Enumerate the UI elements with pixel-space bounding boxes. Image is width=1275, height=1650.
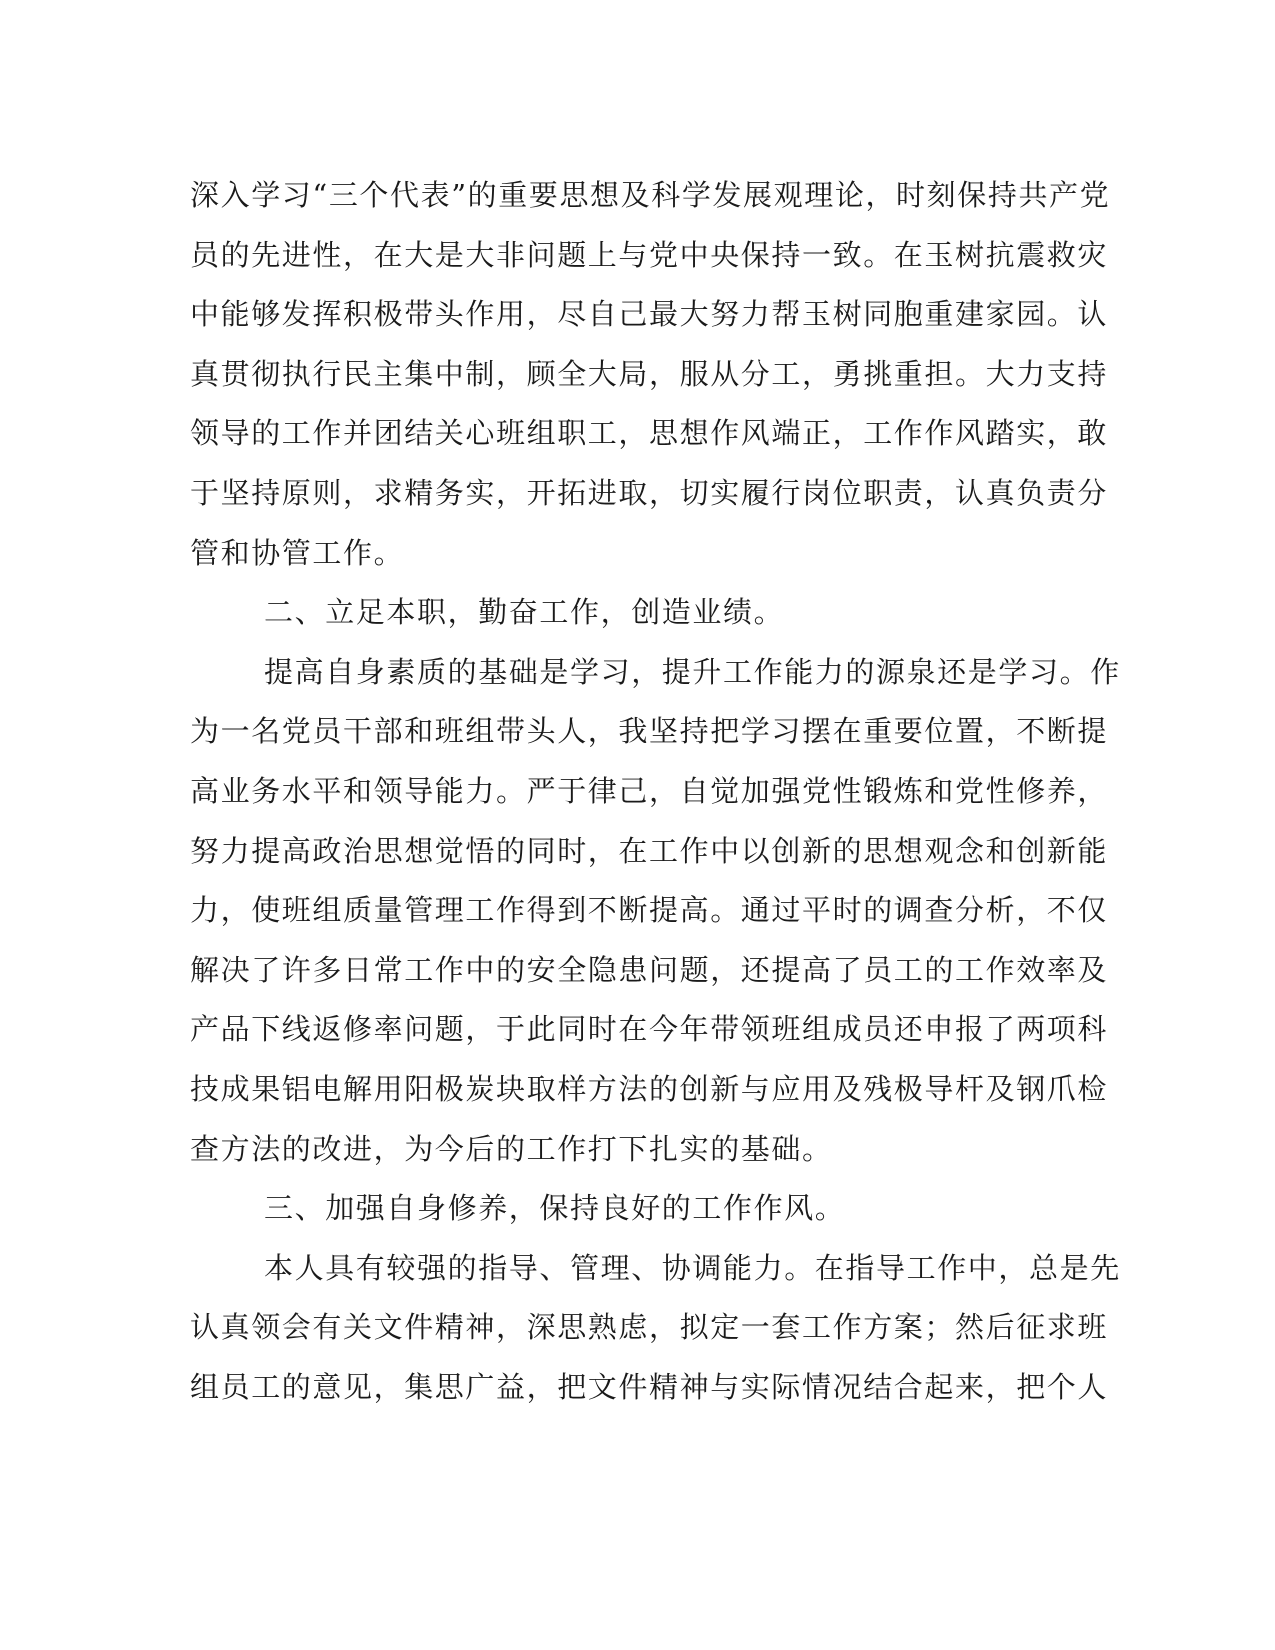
section-heading: 三、加强自身修养，保持良好的工作作风。: [264, 1191, 846, 1226]
paragraph-line: 为一名党员干部和班组带头人，我坚持把学习摆在重要位置，不断提: [190, 714, 1109, 749]
paragraph-line: 管和协管工作。: [190, 535, 405, 570]
paragraph-line: 力，使班组质量管理工作得到不断提高。通过平时的调查分析，不仅: [190, 893, 1109, 928]
document-body: [190, 166, 1121, 1417]
paragraph-line: 于坚持原则，求精务实，开拓进取，切实履行岗位职责，认真负责分: [190, 475, 1109, 510]
paragraph-line: 深入学习“三个代表”的重要思想及科学发展观理论，时刻保持共产党: [190, 178, 1111, 212]
paragraph-line: 查方法的改进，为今后的工作打下扎实的基础。: [190, 1131, 833, 1166]
paragraph-line: 认真领会有关文件精神，深思熟虑，拟定一套工作方案；然后征求班: [190, 1310, 1109, 1345]
paragraph-line: 组员工的意见，集思广益，把文件精神与实际情况结合起来，把个人: [190, 1369, 1109, 1404]
paragraph-line: 技成果铝电解用阳极炭块取样方法的创新与应用及残极导杆及钢爪检: [190, 1071, 1109, 1106]
paragraph-line: 员的先进性，在大是大非问题上与党中央保持一致。在玉树抗震救灾: [190, 237, 1109, 272]
paragraph-line: 产品下线返修率问题，于此同时在今年带领班组成员还申报了两项科: [190, 1012, 1109, 1047]
paragraph-line: 提高自身素质的基础是学习，提升工作能力的源泉还是学习。作: [264, 654, 1121, 689]
paragraph-line: 中能够发挥积极带头作用，尽自己最大努力帮玉树同胞重建家园。认: [190, 297, 1109, 332]
paragraph-line: 解决了许多日常工作中的安全隐患问题，还提高了员工的工作效率及: [190, 952, 1109, 987]
paragraph-line: 本人具有较强的指导、管理、协调能力。在指导工作中，总是先: [264, 1250, 1121, 1285]
section-heading: 二、立足本职，勤奋工作，创造业绩。: [264, 595, 785, 630]
paragraph-line: 真贯彻执行民主集中制，顾全大局，服从分工，勇挑重担。大力支持: [190, 356, 1109, 391]
paragraph-line: 高业务水平和领导能力。严于律己，自觉加强党性锻炼和党性修养，: [190, 773, 1109, 808]
paragraph-line: 努力提高政治思想觉悟的同时，在工作中以创新的思想观念和创新能: [190, 833, 1109, 868]
paragraph-line: 领导的工作并团结关心班组职工，思想作风端正，工作作风踏实，敢: [190, 416, 1109, 451]
